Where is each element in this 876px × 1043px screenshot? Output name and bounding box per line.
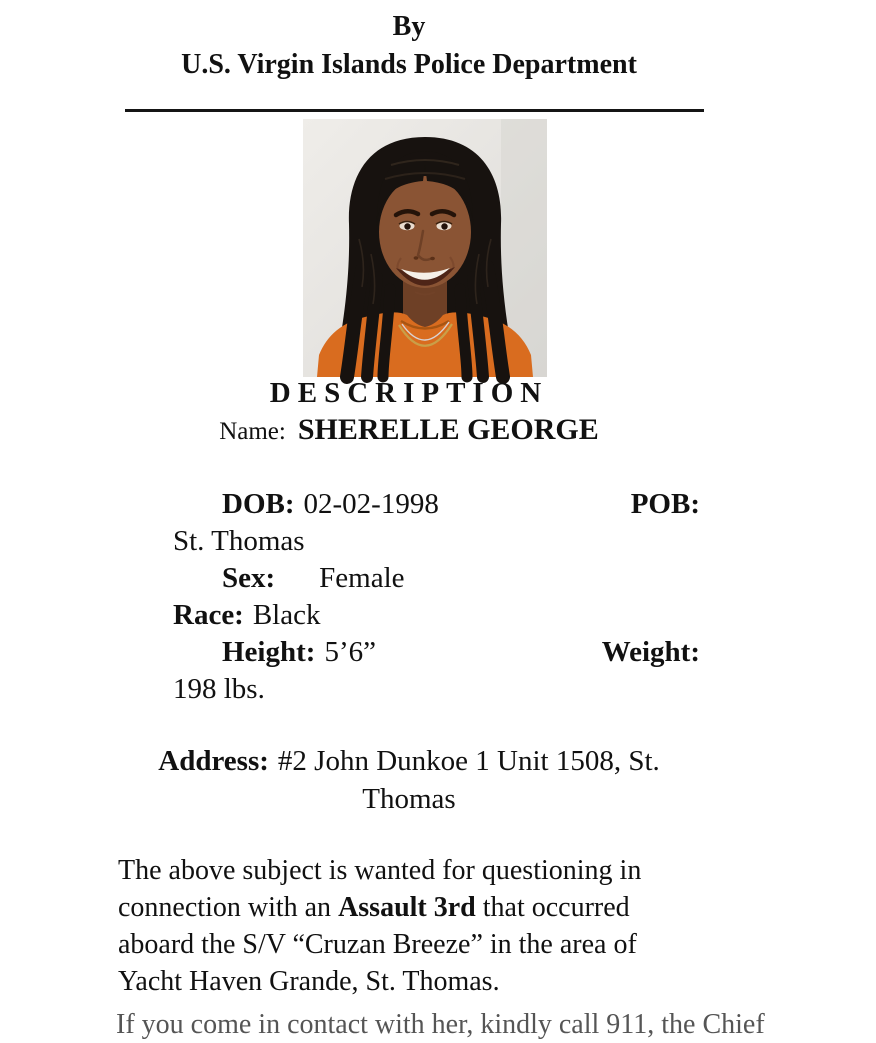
poster-header [0,8,818,84]
name-label: Name: [219,418,286,445]
sex-row [118,560,700,597]
sex-value: Female [319,562,405,594]
address-value-line2: Thomas [362,783,456,815]
address-block [118,742,700,818]
pob-label: POB: [630,488,700,520]
paragraph-line-3: aboard the S/V “Cruzan Breeze” in the area of [118,929,637,960]
clipped-next-line: If you come in contact with her, kindly call 911, the Chief [116,1009,765,1040]
dob-label: DOB: [222,488,295,520]
weight-label: Weight: [601,636,700,668]
pob-value: St. Thomas [173,525,305,557]
pob-value-row [118,523,700,560]
height-weight-row [118,634,700,671]
address-line-1 [118,742,700,780]
mugshot-photo [303,119,547,377]
dob-pob-row [118,486,700,523]
address-value-line1: #2 John Dunkoe 1 Unit 1508, St. [277,745,660,777]
race-value: Black [252,599,321,631]
race-label: Race: [173,599,244,631]
race-row [118,597,700,634]
weight-value: 198 lbs. [173,673,265,705]
name-row [0,410,818,455]
sex-label: Sex: [222,562,276,594]
description-details [118,486,700,708]
header-divider [125,109,704,112]
department-title: U.S. Virgin Islands Police Department [181,49,637,80]
dob-value: 02-02-1998 [303,488,439,520]
wanted-by-line: By [392,11,426,42]
height-value: 5’6” [324,636,376,668]
description-heading: DESCRIPTION [269,377,549,409]
weight-value-row [118,671,700,708]
height-label: Height: [222,636,316,668]
address-line-2 [118,780,700,818]
wanted-for-paragraph [118,852,718,1000]
paragraph-line-4: Yacht Haven Grande, St. Thomas. [118,966,500,997]
paragraph-line-2: connection with an Assault 3rd that occurred [118,892,630,923]
name-value: SHERELLE GEORGE [297,413,599,446]
address-label: Address: [158,745,269,777]
paragraph-line-1: The above subject is wanted for questioning in [118,855,642,886]
charge-name: Assault 3rd [338,892,476,923]
